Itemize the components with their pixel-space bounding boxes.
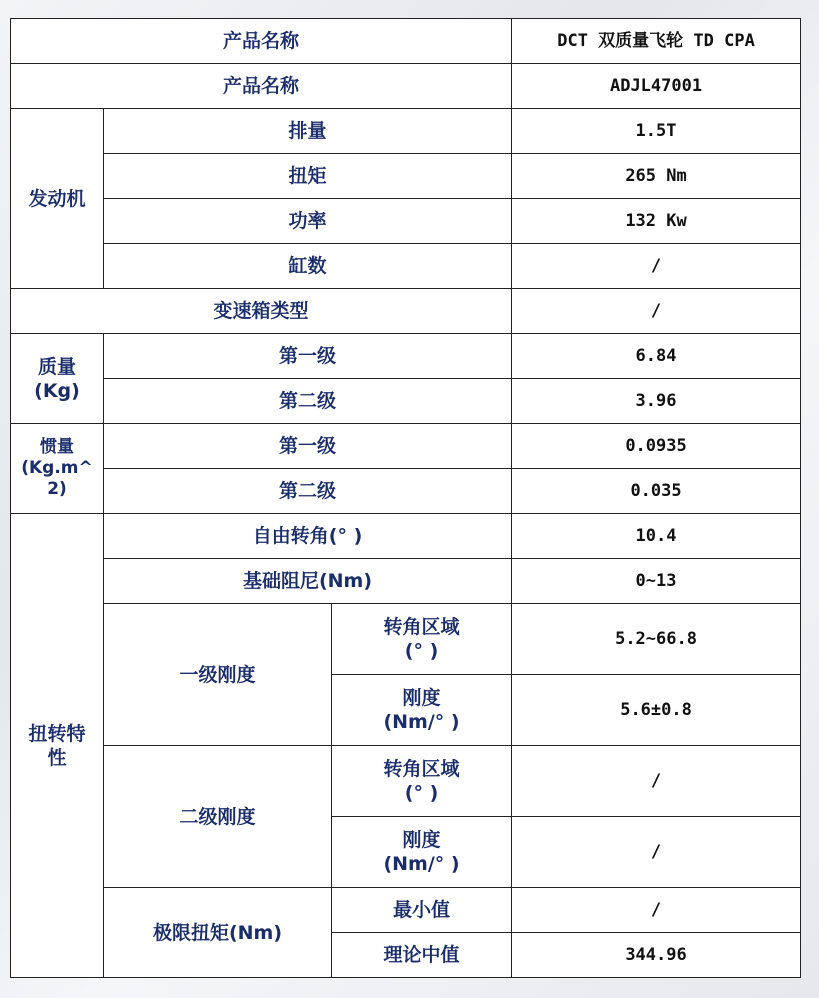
gearbox-value: / [512,289,801,334]
s2-angle-value: / [512,746,801,817]
base-damping-value: 0~13 [512,559,801,604]
table-row [11,888,801,933]
product-spec-table [10,18,801,978]
s2-stiff-value: / [512,817,801,888]
torque-value: 265 Nm [512,154,801,199]
inertia-label-line2: (Kg.m^ [21,458,93,478]
table-row [11,604,801,675]
inertia-label [11,424,104,514]
min-label: 最小值 [332,888,512,933]
cylinders-value: / [512,244,801,289]
nominal-value: 344.96 [512,933,801,978]
s1-angle-value: 5.2~66.8 [512,604,801,675]
s1-angle-label-line2: (° ) [404,640,439,662]
mass-stage1-value: 6.84 [512,334,801,379]
table-row [11,514,801,559]
mass-label-line1: 质量 [37,355,76,378]
s1-stiff-label [332,675,512,746]
cylinders-label: 缸数 [104,244,512,289]
torque-label: 扭矩 [104,154,512,199]
mass-stage2-value: 3.96 [512,379,801,424]
table-row [11,559,801,604]
table-row [11,379,801,424]
s1-stiff-label-line1: 刚度 [402,687,441,709]
base-damping-label: 基础阻尼(Nm) [104,559,512,604]
table-row [11,334,801,379]
table-row [11,199,801,244]
torsion-label-line2: 性 [47,746,67,769]
inertia-stage2-label: 第二级 [104,469,512,514]
torsion-label [11,514,104,978]
free-angle-label: 自由转角(° ) [104,514,512,559]
displacement-value: 1.5T [512,109,801,154]
torsion-label-line1: 扭转特 [28,722,86,745]
mass-label-line2: (Kg) [34,379,80,402]
s2-angle-label-line1: 转角区域 [383,758,460,780]
table-row [11,19,801,64]
s1-stiff-label-line2: (Nm/° ) [383,711,460,733]
table-row [11,154,801,199]
table-row [11,289,801,334]
s2-stiff-label [332,817,512,888]
s2-angle-label-line2: (° ) [404,782,439,804]
inertia-stage1-value: 0.0935 [512,424,801,469]
min-value: / [512,888,801,933]
mass-stage2-label: 第二级 [104,379,512,424]
product-code-label: 产品名称 [11,64,512,109]
displacement-label: 排量 [104,109,512,154]
table-row [11,244,801,289]
inertia-stage2-value: 0.035 [512,469,801,514]
limit-torque-label: 极限扭矩(Nm) [104,888,332,978]
product-name-label: 产品名称 [11,19,512,64]
table-row [11,424,801,469]
gearbox-label: 变速箱类型 [11,289,512,334]
inertia-stage1-label: 第一级 [104,424,512,469]
s2-stiff-label-line2: (Nm/° ) [383,853,460,875]
inertia-label-line3: 2) [47,479,67,499]
engine-label: 发动机 [11,109,104,289]
stiffness2-label: 二级刚度 [104,746,332,888]
power-value: 132 Kw [512,199,801,244]
free-angle-value: 10.4 [512,514,801,559]
mass-stage1-label: 第一级 [104,334,512,379]
stiffness1-label: 一级刚度 [104,604,332,746]
s1-angle-label-line1: 转角区域 [383,616,460,638]
s1-angle-label [332,604,512,675]
table-row [11,746,801,817]
table-row [11,109,801,154]
s1-stiff-value: 5.6±0.8 [512,675,801,746]
mass-label [11,334,104,424]
inertia-label-line1: 惯量 [40,437,74,457]
nominal-label: 理论中值 [332,933,512,978]
product-code-value: ADJL47001 [512,64,801,109]
table-row [11,469,801,514]
s2-stiff-label-line1: 刚度 [402,829,441,851]
product-name-value: DCT 双质量飞轮 TD CPA [512,19,801,64]
power-label: 功率 [104,199,512,244]
table-row [11,64,801,109]
s2-angle-label [332,746,512,817]
